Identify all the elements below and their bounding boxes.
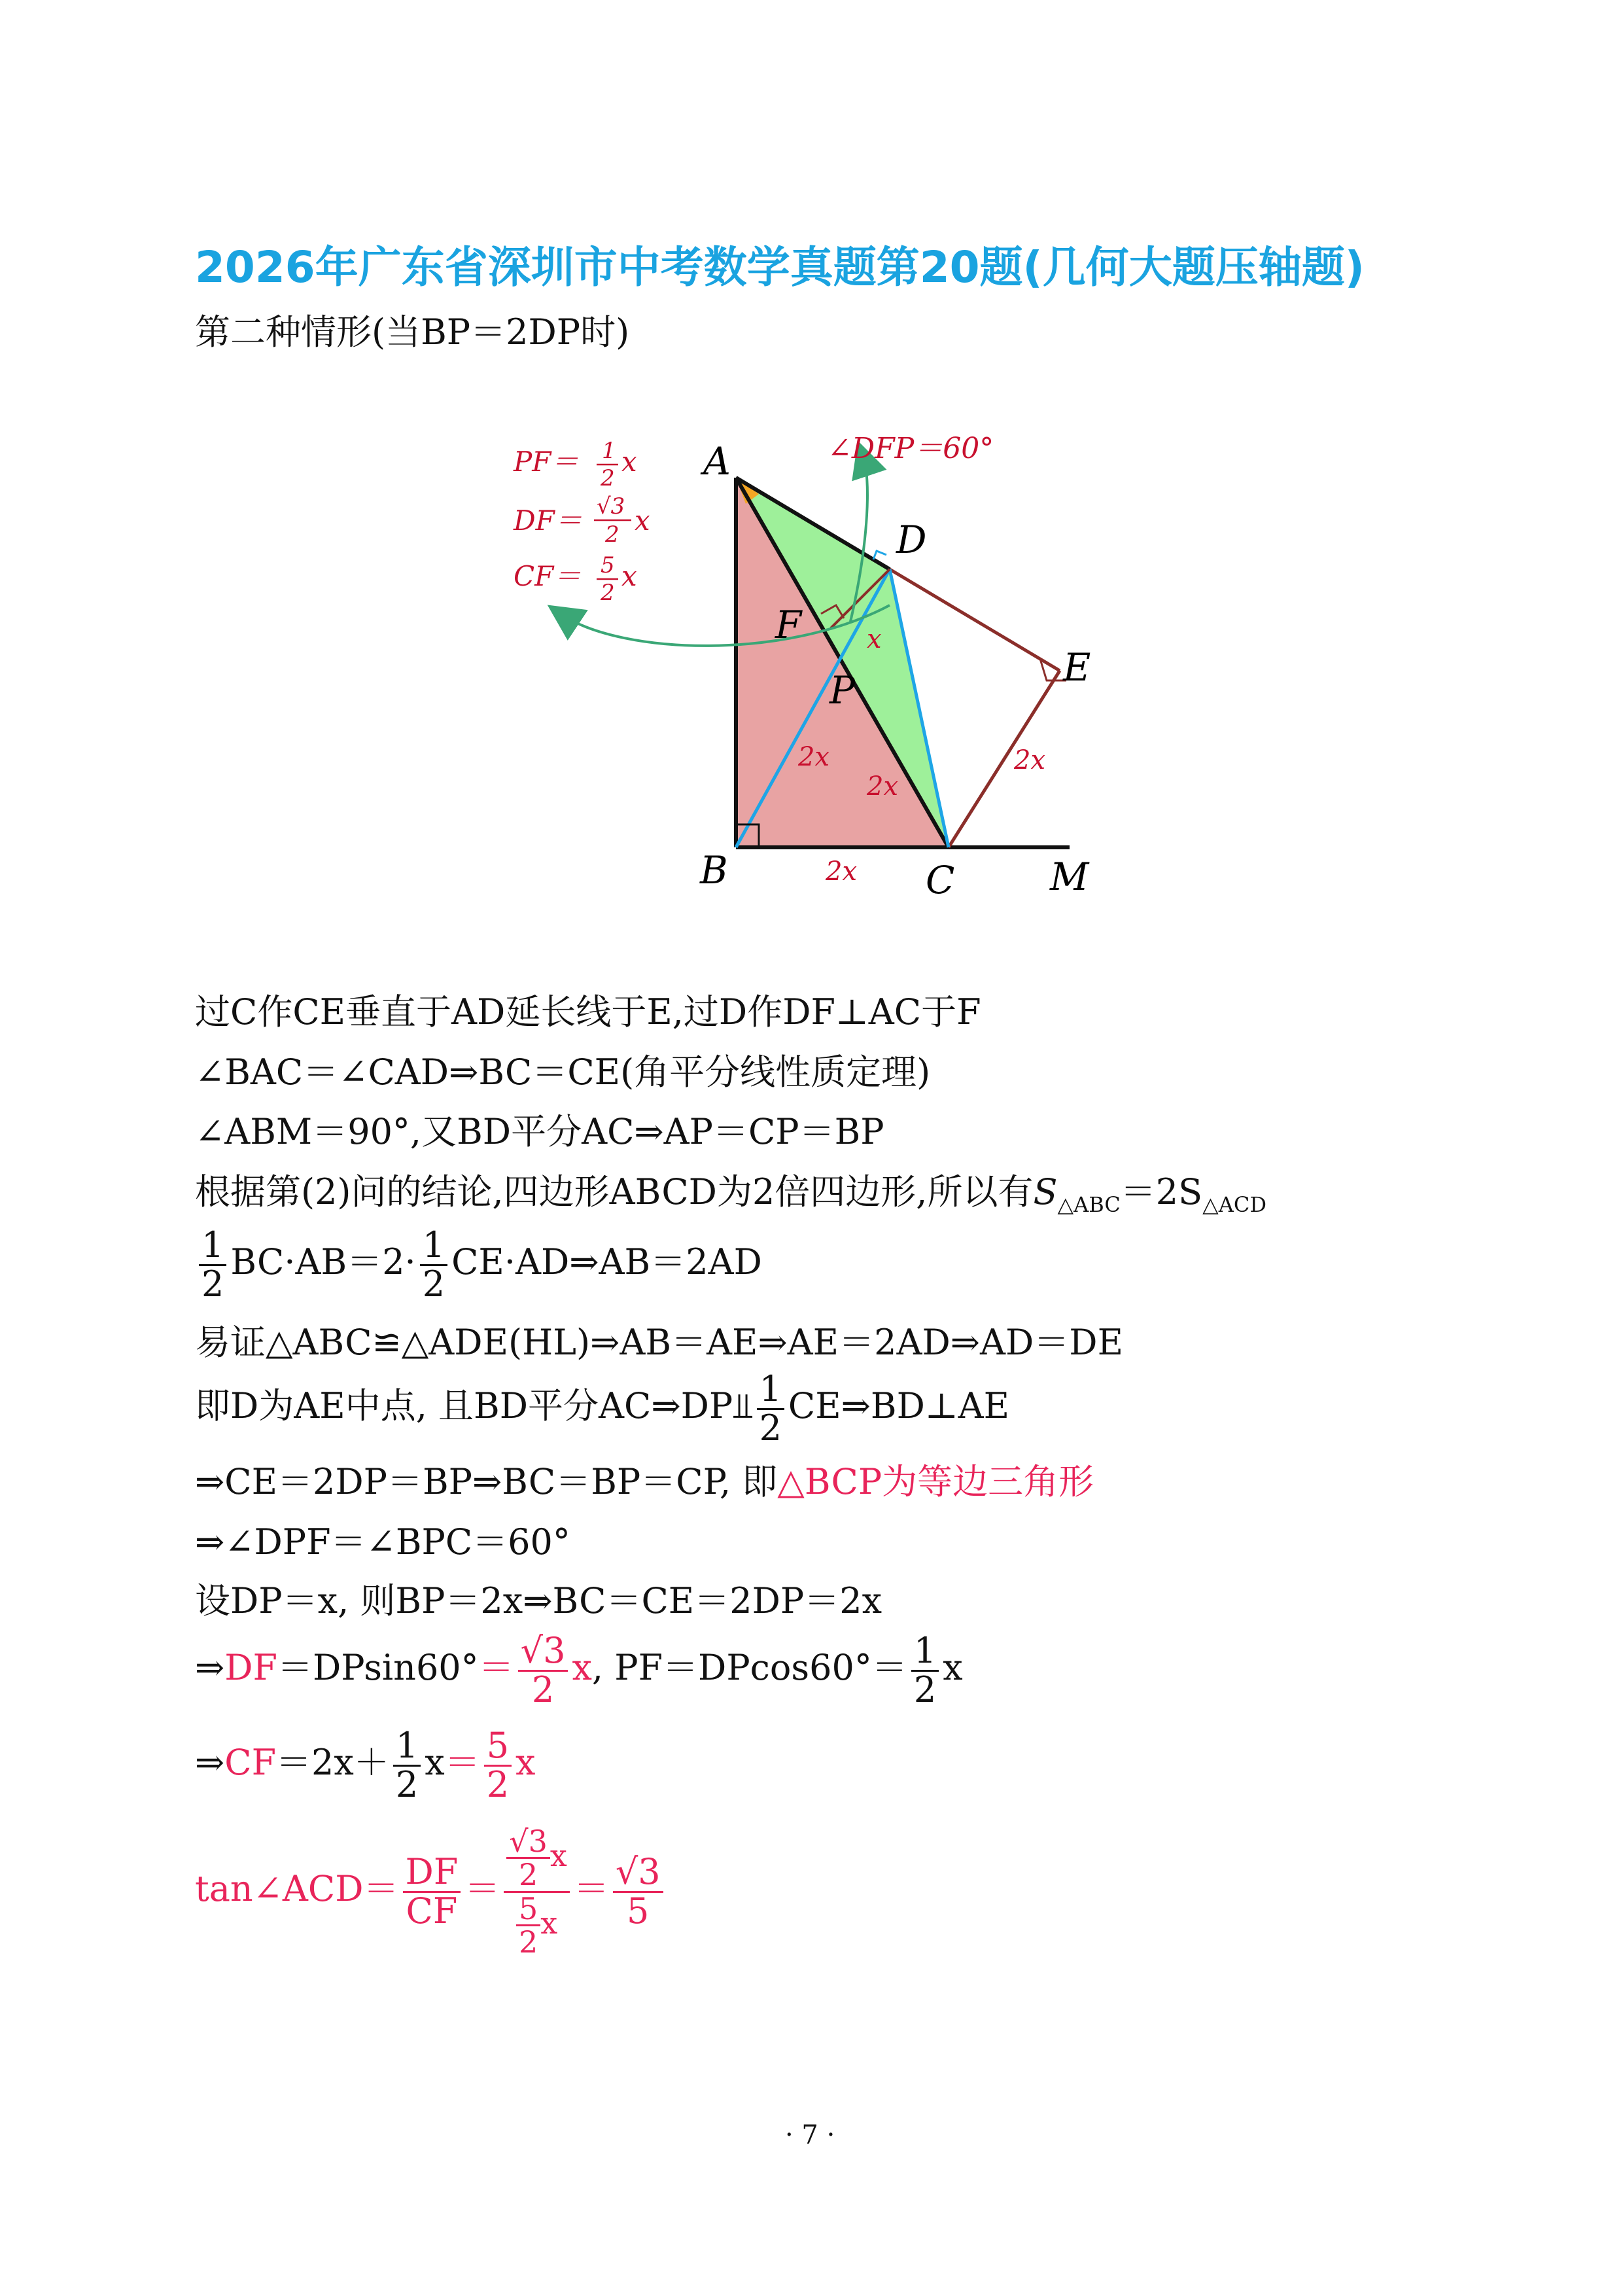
note-cf: CF＝ [514, 560, 582, 592]
fraction-half-4: $\frac{1}{2}$ [911, 1633, 939, 1708]
fraction-result: $\frac{√3}{5}$ [613, 1854, 663, 1930]
fraction-half-3: $\frac{1}{2}$ [757, 1371, 784, 1447]
geometry-figure [0, 406, 1623, 1060]
seg-label-dp: x [867, 624, 882, 654]
solution-line-5: $\frac{1}{2}$ BC·AB＝2· $\frac{1}{2}$ CE·AD⇒AB＝2AD [195, 1227, 762, 1303]
solution-line-7: 即D为AE中点, 且BD平分AC⇒DP⫫ $\frac{1}{2}$ CE⇒BD⊥AE [195, 1368, 1010, 1449]
solution-line-11: ⇒DF＝DPsin60°＝ $\frac{√3}{2}$ x, PF＝DPcos60°＝ $\frac{1}{2}$ x [195, 1630, 963, 1710]
note-pf: PF＝ [514, 446, 579, 478]
seg-label-bp: 2x [798, 742, 830, 772]
fraction-five-half: $\frac{5}{2}$ [484, 1727, 512, 1803]
note-cf-x: x [621, 560, 637, 592]
fraction-df-cf: $\frac{DF}{CF}$ [403, 1854, 461, 1930]
fraction-compound: $\frac{√3}{2}$ x $\frac{5}{2}$ x [504, 1826, 570, 1958]
label-e: E [1063, 645, 1091, 690]
label-a: A [703, 439, 731, 484]
solution-line-3: ∠ABM＝90°,又BD平分AC⇒AP＝CP＝BP [195, 1111, 884, 1152]
page-number: · 7 · [785, 2120, 835, 2150]
note-df-num: √3 [597, 493, 625, 520]
label-f: F [775, 603, 802, 647]
note-pf-num: 1 [602, 438, 616, 464]
label-m: M [1050, 855, 1089, 899]
solution-line-4: 根据第(2)问的结论,四边形ABCD为2倍四边形,所以有$S_{\triangle ABC}=2S_{\triangle ACD}$ [195, 1171, 1267, 1217]
seg-label-pc: 2x [867, 771, 899, 802]
solution-line-1: 过C作CE垂直于AD延长线于E,过D作DF⊥AC于F [195, 991, 981, 1033]
fraction-half-5: $\frac{1}{2}$ [393, 1727, 421, 1803]
label-d: D [896, 518, 927, 562]
solution-line-10: 设DP＝x, 则BP＝2x⇒BC＝CE＝2DP＝2x [195, 1580, 882, 1621]
solution-line-6: 易证△ABC≌△ADE(HL)⇒AB＝AE⇒AE＝2AD⇒AD＝DE [195, 1322, 1124, 1363]
note-pf-x: x [621, 446, 637, 478]
label-b: B [700, 848, 728, 892]
solution-line-13: tan∠ACD＝ $\frac{DF}{CF}$ ＝ $\frac{√3}{2}$ x $\frac{5}{2}$ x ＝ $\frac{√3}{5}$ [195, 1826, 667, 1958]
fraction-half-1: $\frac{1}{2}$ [199, 1227, 226, 1303]
label-p: P [829, 668, 856, 713]
solution-line-9: ⇒∠DPF＝∠BPC＝60° [195, 1521, 570, 1563]
solution-line-12: ⇒CF＝2x＋ $\frac{1}{2}$ x＝ $\frac{5}{2}$ x [195, 1725, 536, 1805]
fraction-half-2: $\frac{1}{2}$ [420, 1227, 447, 1303]
right-angle-d [873, 551, 886, 559]
label-c: C [926, 858, 955, 902]
seg-label-bc: 2x [826, 857, 858, 887]
solution-line-8: ⇒CE＝2DP＝BP⇒BC＝BP＝CP, 即△BCP为等边三角形 [195, 1461, 1094, 1502]
solution-line-2: ∠BAC＝∠CAD⇒BC＝CE(角平分线性质定理) [195, 1051, 931, 1093]
angle-note: ∠DFP＝60° [828, 432, 994, 465]
line-de [890, 569, 1060, 671]
note-df-x: x [635, 504, 650, 537]
note-cf-den: 2 [601, 580, 615, 606]
note-cf-num: 5 [601, 552, 615, 578]
note-pf-den: 2 [601, 465, 615, 491]
subtitle: 第二种情形(当BP＝2DP时) [195, 311, 630, 353]
note-df-den: 2 [605, 521, 620, 548]
page-title: 2026年广东省深圳市中考数学真题第20题(几何大题压轴题) [195, 242, 1365, 292]
seg-label-ce: 2x [1014, 745, 1046, 775]
fraction-sqrt3-half: $\frac{√3}{2}$ [518, 1633, 568, 1708]
note-df: DF＝ [514, 504, 582, 537]
